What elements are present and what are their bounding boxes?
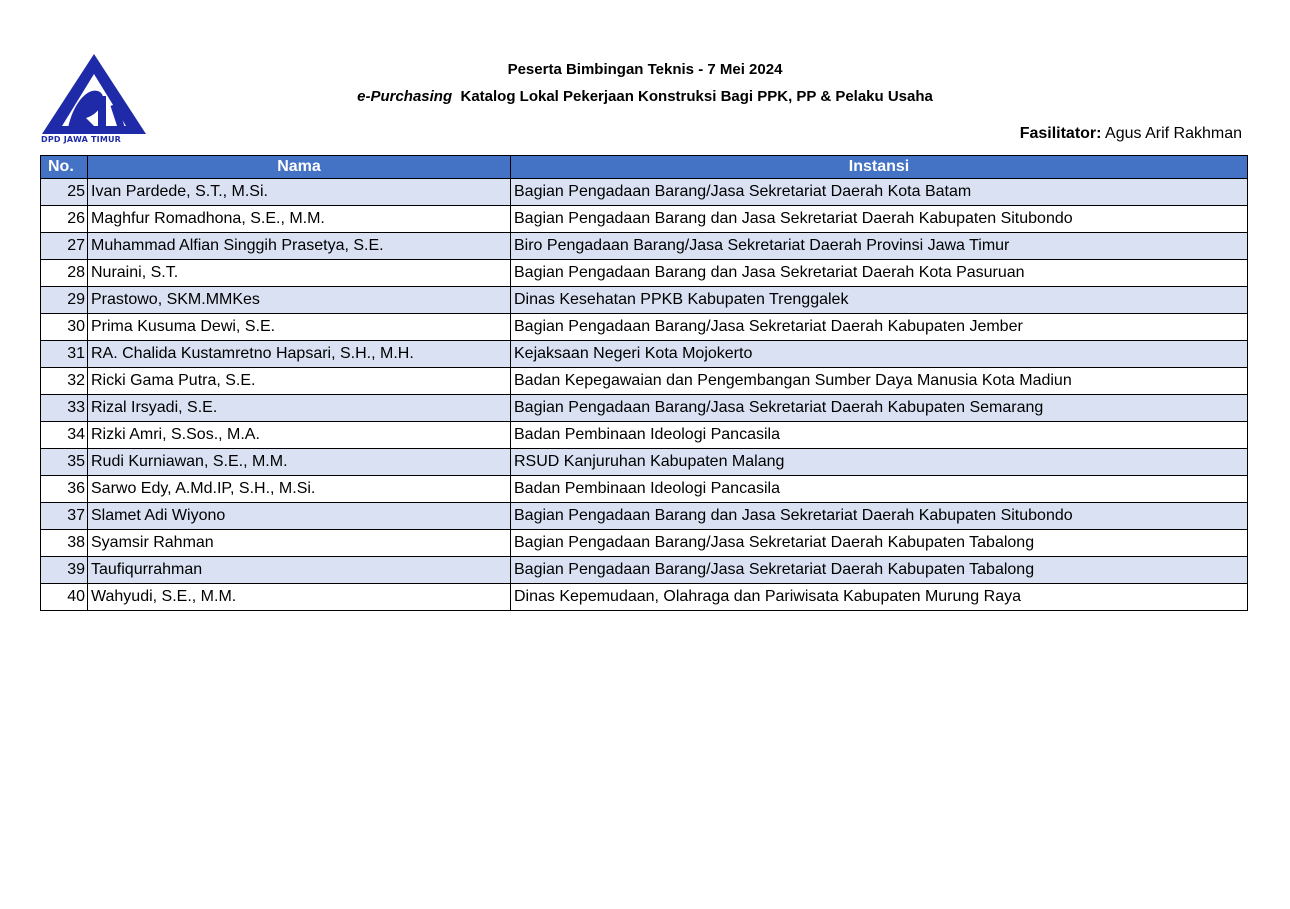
- table-row: [41, 341, 1248, 368]
- table-row: [41, 287, 1248, 314]
- participant-table: [40, 155, 1248, 611]
- cell-no: 31: [41, 341, 88, 368]
- column-header-nama: Nama: [88, 156, 511, 179]
- table-header-row: [41, 156, 1248, 179]
- cell-no: 28: [41, 260, 88, 287]
- cell-nama: RA. Chalida Kustamretno Hapsari, S.H., M.H.: [88, 341, 511, 368]
- subtitle-italic: e-Purchasing: [357, 88, 453, 105]
- table-row: [41, 476, 1248, 503]
- cell-nama: Prima Kusuma Dewi, S.E.: [88, 314, 511, 341]
- cell-instansi: Bagian Pengadaan Barang/Jasa Sekretariat Daerah Kota Batam: [511, 179, 1248, 206]
- cell-nama: Taufiqurrahman: [88, 557, 511, 584]
- column-header-no: No.: [41, 156, 88, 179]
- cell-no: 36: [41, 476, 88, 503]
- cell-no: 38: [41, 530, 88, 557]
- cell-instansi: Dinas Kesehatan PPKB Kabupaten Trenggalek: [511, 287, 1248, 314]
- cell-no: 29: [41, 287, 88, 314]
- table-row: [41, 368, 1248, 395]
- cell-instansi: Badan Kepegawaian dan Pengembangan Sumber Daya Manusia Kota Madiun: [511, 368, 1248, 395]
- cell-instansi: Bagian Pengadaan Barang dan Jasa Sekretariat Daerah Kota Pasuruan: [511, 260, 1248, 287]
- cell-instansi: Dinas Kepemudaan, Olahraga dan Pariwisata Kabupaten Murung Raya: [511, 584, 1248, 611]
- table-row: [41, 314, 1248, 341]
- table-row: [41, 530, 1248, 557]
- cell-no: 35: [41, 449, 88, 476]
- cell-nama: Wahyudi, S.E., M.M.: [88, 584, 511, 611]
- cell-nama: Prastowo, SKM.MMKes: [88, 287, 511, 314]
- cell-instansi: Bagian Pengadaan Barang/Jasa Sekretariat Daerah Kabupaten Tabalong: [511, 557, 1248, 584]
- table-row: [41, 206, 1248, 233]
- facilitator-label: Fasilitator:: [1019, 125, 1102, 142]
- cell-no: 34: [41, 422, 88, 449]
- cell-instansi: Bagian Pengadaan Barang/Jasa Sekretariat Daerah Kabupaten Semarang: [511, 395, 1248, 422]
- table-row: [41, 179, 1248, 206]
- cell-instansi: Bagian Pengadaan Barang/Jasa Sekretariat Daerah Kabupaten Jember: [511, 314, 1248, 341]
- cell-instansi: Bagian Pengadaan Barang dan Jasa Sekretariat Daerah Kabupaten Situbondo: [511, 206, 1248, 233]
- cell-instansi: Kejaksaan Negeri Kota Mojokerto: [511, 341, 1248, 368]
- cell-nama: Rizki Amri, S.Sos., M.A.: [88, 422, 511, 449]
- cell-instansi: Bagian Pengadaan Barang/Jasa Sekretariat Daerah Kabupaten Tabalong: [511, 530, 1248, 557]
- table-row: [41, 233, 1248, 260]
- table-row: [41, 503, 1248, 530]
- page-title: Peserta Bimbingan Teknis - 7 Mei 2024: [507, 61, 783, 78]
- logo-caption: DPD JAWA TIMUR: [41, 135, 122, 144]
- cell-nama: Nuraini, S.T.: [88, 260, 511, 287]
- cell-no: 32: [41, 368, 88, 395]
- table-row: [41, 260, 1248, 287]
- cell-no: 27: [41, 233, 88, 260]
- cell-instansi: RSUD Kanjuruhan Kabupaten Malang: [511, 449, 1248, 476]
- facilitator-line: [1020, 125, 1242, 143]
- cell-instansi: Badan Pembinaan Ideologi Pancasila: [511, 476, 1248, 503]
- cell-nama: Syamsir Rahman: [88, 530, 511, 557]
- cell-nama: Muhammad Alfian Singgih Prasetya, S.E.: [88, 233, 511, 260]
- cell-nama: Rudi Kurniawan, S.E., M.M.: [88, 449, 511, 476]
- cell-nama: Slamet Adi Wiyono: [88, 503, 511, 530]
- cell-no: 39: [41, 557, 88, 584]
- cell-no: 37: [41, 503, 88, 530]
- cell-no: 30: [41, 314, 88, 341]
- cell-nama: Ivan Pardede, S.T., M.Si.: [88, 179, 511, 206]
- cell-no: 40: [41, 584, 88, 611]
- table-row: [41, 422, 1248, 449]
- cell-nama: Maghfur Romadhona, S.E., M.M.: [88, 206, 511, 233]
- cell-no: 33: [41, 395, 88, 422]
- cell-instansi: Badan Pembinaan Ideologi Pancasila: [511, 422, 1248, 449]
- cell-no: 26: [41, 206, 88, 233]
- cell-nama: Ricki Gama Putra, S.E.: [88, 368, 511, 395]
- subtitle-rest: Katalog Lokal Pekerjaan Konstruksi Bagi PPK, PP & Pelaku Usaha: [460, 88, 933, 105]
- cell-no: 25: [41, 179, 88, 206]
- column-header-instansi: Instansi: [511, 156, 1248, 179]
- table-row: [41, 395, 1248, 422]
- table-row: [41, 584, 1248, 611]
- table-row: [41, 557, 1248, 584]
- cell-nama: Sarwo Edy, A.Md.IP, S.H., M.Si.: [88, 476, 511, 503]
- facilitator-name: Agus Arif Rakhman: [1105, 125, 1242, 142]
- page-subtitle: [0, 88, 1290, 105]
- table-row: [41, 449, 1248, 476]
- cell-nama: Rizal Irsyadi, S.E.: [88, 395, 511, 422]
- cell-instansi: Biro Pengadaan Barang/Jasa Sekretariat Daerah Provinsi Jawa Timur: [511, 233, 1248, 260]
- cell-instansi: Bagian Pengadaan Barang dan Jasa Sekretariat Daerah Kabupaten Situbondo: [511, 503, 1248, 530]
